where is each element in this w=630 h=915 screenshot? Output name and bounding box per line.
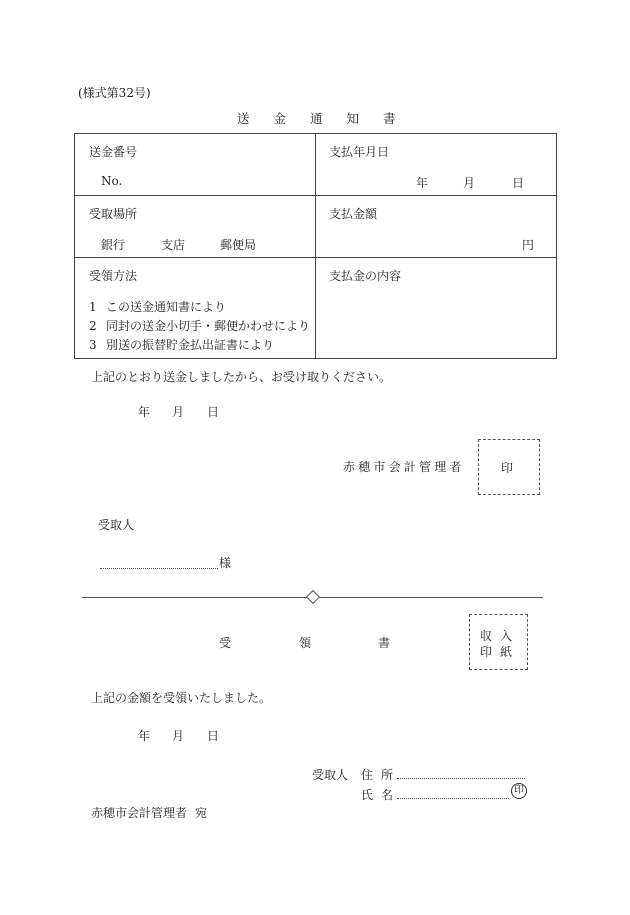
recipient-label: 受取人 — [98, 518, 135, 532]
notice-date-day: 日 — [207, 405, 220, 419]
addressee-suffix: 宛 — [195, 806, 208, 820]
stamp-label-2: 印紙 — [480, 645, 521, 659]
pickup-place-label: 受取場所 — [89, 207, 138, 221]
name-label: 氏名 — [361, 788, 402, 802]
pay-date-cell — [316, 134, 557, 196]
receipt-method-label: 受領方法 — [89, 269, 138, 283]
seal-box — [478, 439, 540, 495]
pay-date-label: 支払年月日 — [329, 145, 390, 159]
receipt-method-cell — [75, 258, 316, 359]
page-title: 送金通知書 — [237, 111, 420, 126]
recipient-name-line[interactable] — [100, 554, 218, 569]
diamond-icon — [306, 590, 320, 604]
received-text: 上記の金額を受領いたしました。 — [91, 691, 272, 705]
issuer-name: 赤穂市会計管理者 — [343, 460, 465, 474]
stamp-label-1: 収入 — [480, 629, 521, 643]
no-label: No. — [101, 174, 123, 188]
notice-text: 上記のとおり送金しましたから、お受け取りください。 — [91, 370, 392, 384]
notice-date-month: 月 — [172, 405, 185, 419]
receipt-title-3: 書 — [378, 636, 391, 650]
yen-label: 円 — [521, 238, 534, 252]
receipt-title-2: 領 — [299, 636, 312, 650]
pickup-place-cell — [75, 196, 316, 258]
amount-cell — [316, 196, 557, 258]
bank-label: 銀行 — [101, 238, 126, 252]
address-line[interactable] — [397, 766, 525, 779]
address-label: 住所 — [361, 768, 402, 782]
remit-number-label: 送金番号 — [89, 145, 138, 159]
receipt-date-year: 年 — [138, 729, 151, 743]
post-office-label: 郵便局 — [220, 238, 257, 252]
remit-number-cell — [75, 134, 316, 196]
revenue-stamp-box — [469, 614, 528, 670]
list-item: 3 別送の振替貯金払出証書により — [89, 338, 275, 352]
notice-date-year: 年 — [138, 405, 151, 419]
honorific-label: 様 — [219, 556, 232, 570]
list-item: 2 同封の送金小切手・郵便かわせにより — [89, 319, 311, 333]
pay-date-month: 月 — [463, 176, 476, 190]
list-item: 1 この送金通知書により — [89, 300, 227, 314]
payment-content-label: 支払金の内容 — [329, 269, 402, 283]
name-seal-icon: 印 — [511, 783, 527, 799]
amount-label: 支払金額 — [329, 207, 378, 221]
pay-date-day: 日 — [512, 176, 525, 190]
payment-content-cell — [316, 258, 557, 359]
remittance-table — [74, 133, 557, 359]
addressee: 赤穂市会計管理者 — [91, 806, 188, 820]
form-number: (様式第32号) — [78, 86, 151, 100]
method-list — [89, 298, 310, 355]
name-line[interactable] — [397, 786, 509, 799]
receipt-date-day: 日 — [207, 729, 220, 743]
seal-mark: 印 — [501, 461, 514, 475]
pay-date-year: 年 — [416, 176, 429, 190]
receipt-title-1: 受 — [219, 636, 232, 650]
branch-label: 支店 — [161, 238, 186, 252]
receipt-recipient-label: 受取人 — [312, 768, 349, 782]
receipt-date-month: 月 — [172, 729, 185, 743]
